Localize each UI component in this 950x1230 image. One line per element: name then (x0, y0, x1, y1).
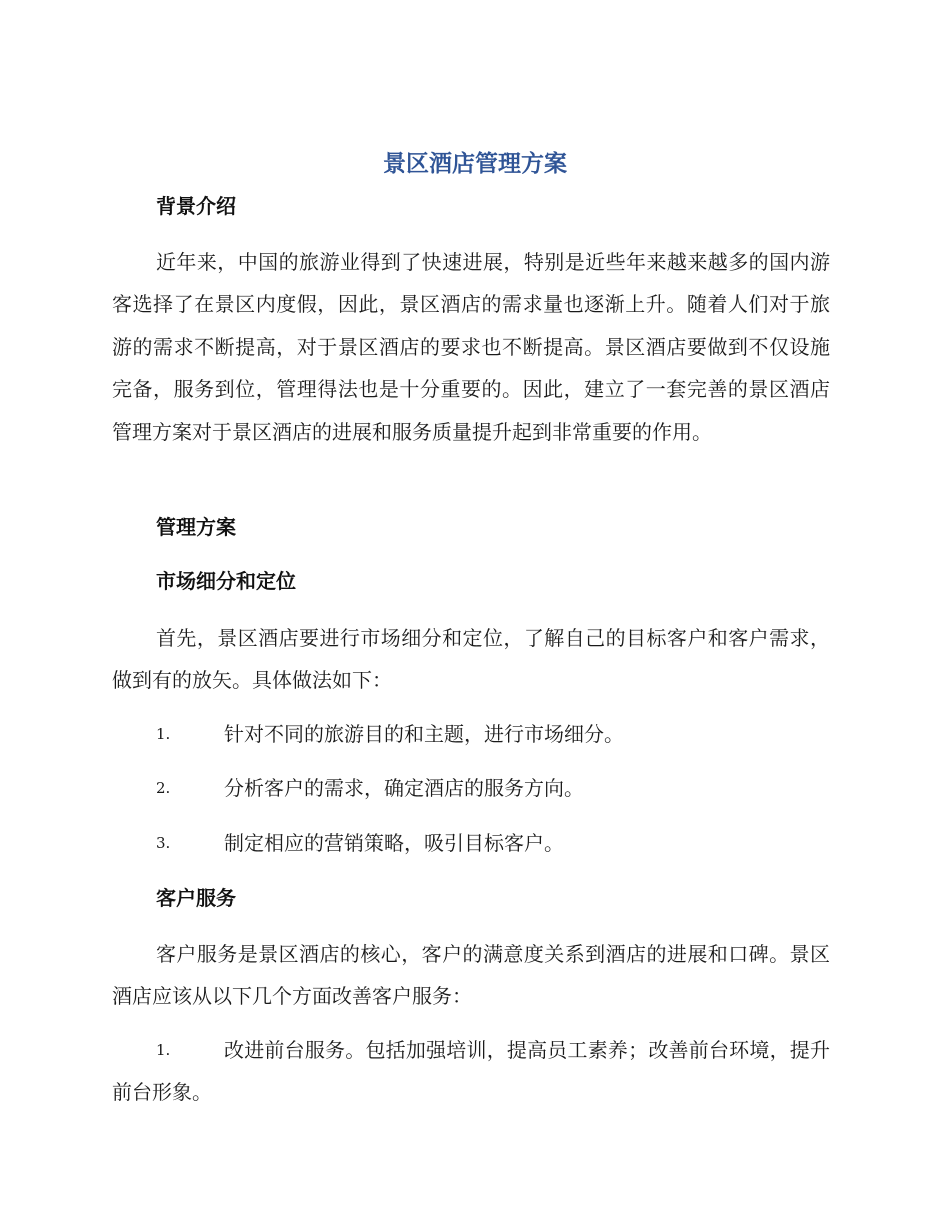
heading-market-segmentation: 市场细分和定位 (156, 569, 296, 593)
document-title: 景区酒店管理方案 (383, 151, 567, 177)
list-number: 3. (156, 834, 171, 852)
paragraph-background: 近年来，中国的旅游业得到了快速进展，特别是近些年来越来越多的国内游客选择了在景区内度假，因此，景区酒店的需求量也逐渐上升。随着人们对于旅游的需求不断提高，对于景区酒店的要求也不断提高。景区酒店要做到不仅设施完备，服务到位，管理得法也是十分重要的。因此，建立了一套完善的景区酒店管理方案对于景区酒店的进展和服务质量提升起到非常重要的作用。 (112, 250, 830, 444)
list-text: 制定相应的营销策略，吸引目标客户。 (224, 831, 564, 855)
heading-management-plan: 管理方案 (156, 515, 236, 539)
list-item (112, 767, 830, 809)
paragraph-customer-service: 客户服务是景区酒店的核心，客户的满意度关系到酒店的进展和口碑。景区酒店应该从以下几个方面改善客户服务： (112, 942, 830, 1009)
list-item (112, 822, 830, 864)
list-text: 针对不同的旅游目的和主题，进行市场细分。 (224, 722, 624, 746)
list-number: 1. (156, 1041, 171, 1059)
list-item (112, 1029, 830, 1114)
list-text: 分析客户的需求，确定酒店的服务方向。 (224, 776, 584, 800)
list-text: 改进前台服务。包括加强培训，提高员工素养；改善前台环境，提升前台形象。 (112, 1038, 830, 1105)
paragraph-market: 首先，景区酒店要进行市场细分和定位，了解自己的目标客户和客户需求，做到有的放矢。具体做法如下： (112, 626, 830, 693)
list-item (112, 713, 830, 755)
list-number: 2. (156, 779, 171, 797)
heading-background: 背景介绍 (156, 194, 236, 218)
heading-customer-service: 客户服务 (156, 886, 236, 910)
list-number: 1. (156, 725, 171, 743)
